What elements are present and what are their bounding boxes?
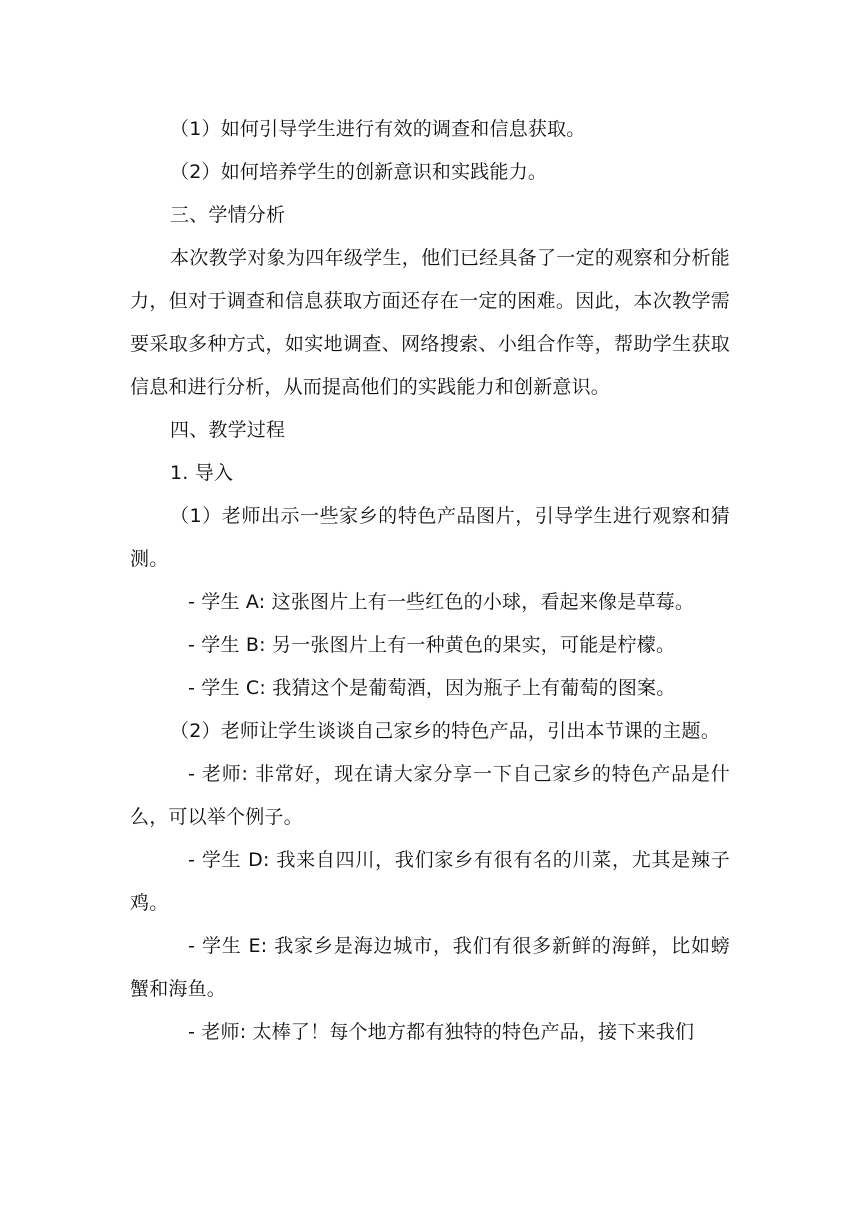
dialogue-teacher-2: - 老师: 太棒了！每个地方都有独特的特色产品，接下来我们 (188, 1021, 695, 1043)
paragraph-intro-step-1: （1）老师出示一些家乡的特色产品图片，引导学生进行观察和猜测。 (130, 505, 730, 570)
paragraph-learning-analysis: 本次教学对象为四年级学生，他们已经具备了一定的观察和分析能力，但对于调查和信息获取方面还存在一定的困难。因此，本次教学需要采取多种方式，如实地调查、网络搜索、小组合作等，帮助学生获取信息和进行分析，从而提高他们的实践能力和创新意识。 (130, 247, 730, 398)
paragraph-question-2: （2）如何培养学生的创新意识和实践能力。 (170, 161, 548, 183)
dialogue-student-c: - 学生 C: 我猜这个是葡萄酒，因为瓶子上有葡萄的图案。 (188, 677, 676, 699)
dialogue-student-e: - 学生 E: 我家乡是海边城市，我们有很多新鲜的海鲜，比如螃蟹和海鱼。 (130, 935, 730, 1000)
section-heading-learning-analysis: 三、学情分析 (170, 204, 286, 226)
dialogue-teacher-1: - 老师: 非常好，现在请大家分享一下自己家乡的特色产品是什么，可以举个例子。 (130, 763, 730, 828)
subheading-introduction: 1. 导入 (170, 462, 234, 484)
document-body (130, 108, 730, 1054)
dialogue-student-a: - 学生 A: 这张图片上有一些红色的小球，看起来像是草莓。 (188, 591, 695, 613)
dialogue-student-d: - 学生 D: 我来自四川，我们家乡有很有名的川菜，尤其是辣子鸡。 (130, 849, 730, 914)
dialogue-student-b: - 学生 B: 另一张图片上有一种黄色的果实，可能是柠檬。 (188, 634, 676, 656)
paragraph-intro-step-2: （2）老师让学生谈谈自己家乡的特色产品，引出本节课的主题。 (170, 720, 720, 742)
section-heading-teaching-process: 四、教学过程 (170, 419, 286, 441)
paragraph-question-1: （1）如何引导学生进行有效的调查和信息获取。 (170, 118, 586, 140)
